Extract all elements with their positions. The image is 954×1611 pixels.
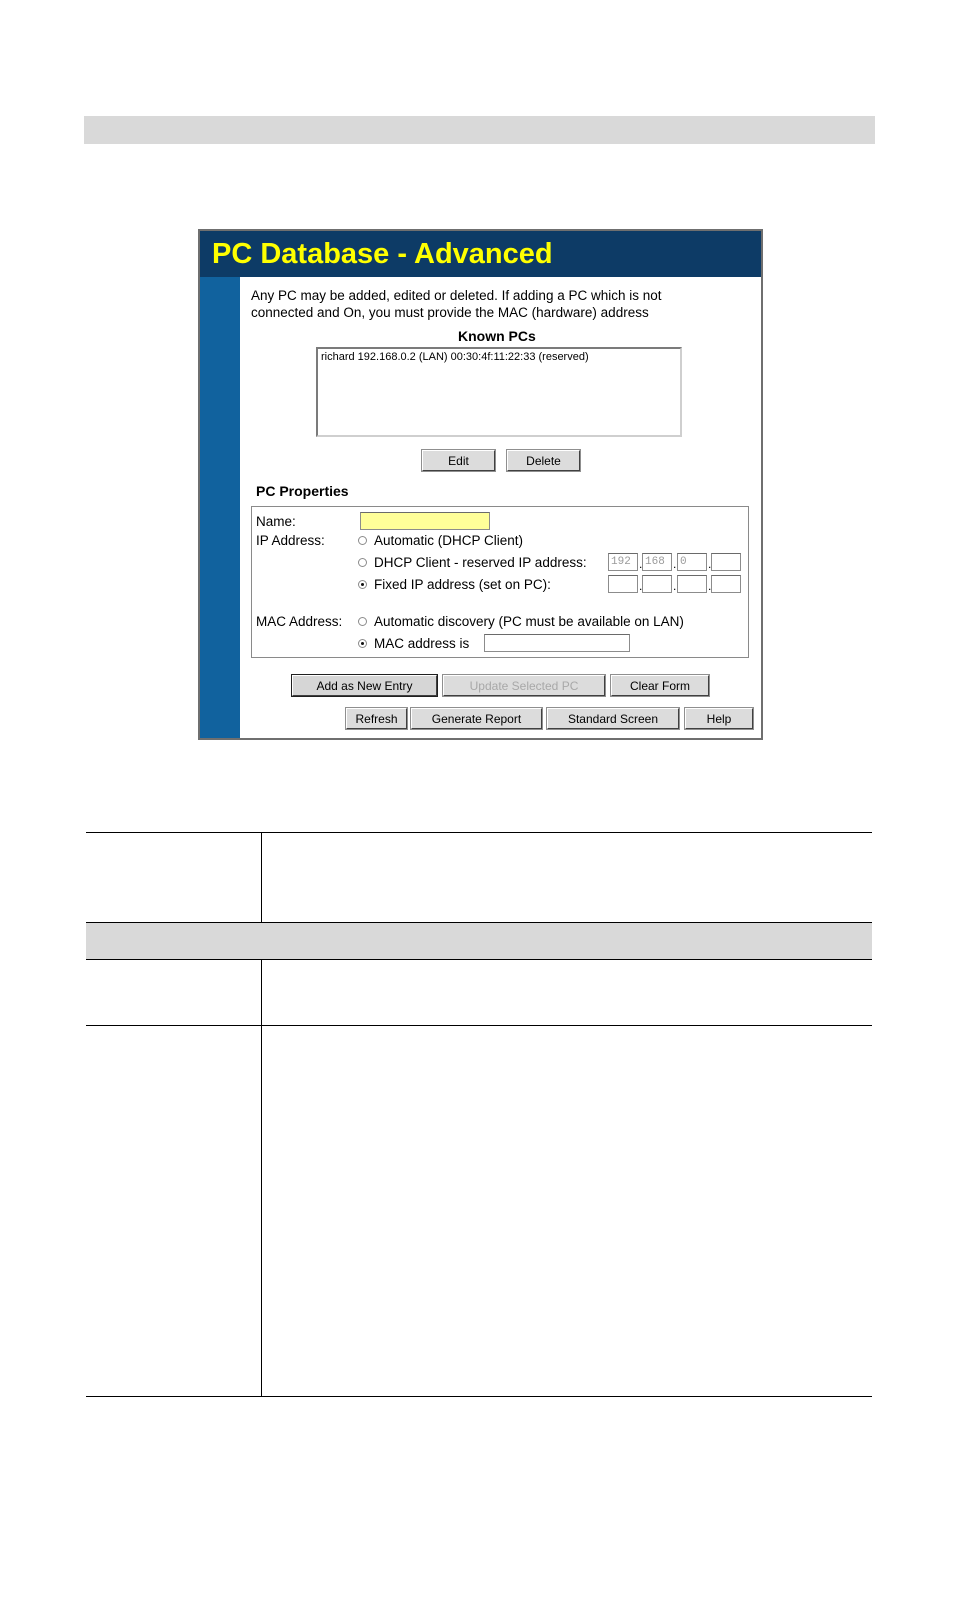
- fixed-ip-octet-3[interactable]: [677, 575, 707, 593]
- ip-automatic-label: Automatic (DHCP Client): [374, 533, 524, 548]
- octet-separator: .: [673, 579, 677, 593]
- fixed-ip-octet-2[interactable]: [642, 575, 672, 593]
- update-selected-pc-button[interactable]: Update Selected PC: [443, 675, 605, 696]
- mac-address-label: MAC Address:: [256, 614, 343, 629]
- ip-reserved-label: DHCP Client - reserved IP address:: [374, 555, 587, 570]
- clear-form-button[interactable]: Clear Form: [611, 675, 709, 696]
- ip-fixed-label: Fixed IP address (set on PC):: [374, 577, 551, 592]
- table-column-divider: [261, 832, 262, 923]
- delete-button[interactable]: Delete: [507, 450, 580, 471]
- octet-separator: .: [708, 579, 712, 593]
- reserved-ip-octet-3[interactable]: 0: [677, 553, 707, 571]
- octet-separator: .: [673, 557, 677, 571]
- octet-separator: .: [708, 557, 712, 571]
- edit-button[interactable]: Edit: [422, 450, 495, 471]
- mac-address-input[interactable]: [484, 634, 630, 652]
- name-input[interactable]: [360, 512, 490, 530]
- list-item[interactable]: richard 192.168.0.2 (LAN) 00:30:4f:11:22:33 (reserved): [321, 351, 589, 363]
- table-section-band: [86, 923, 872, 959]
- ip-automatic-radio[interactable]: [358, 536, 367, 545]
- table-rule: [86, 1396, 872, 1397]
- ip-reserved-radio[interactable]: [358, 558, 367, 567]
- known-pcs-heading: Known PCs: [458, 328, 536, 344]
- table-rule: [86, 959, 872, 960]
- ip-address-label: IP Address:: [256, 533, 325, 548]
- standard-screen-button[interactable]: Standard Screen: [547, 708, 679, 729]
- generate-report-button[interactable]: Generate Report: [411, 708, 542, 729]
- intro-text-line-2: connected and On, you must provide the MAC (hardware) address: [251, 305, 649, 320]
- help-button[interactable]: Help: [685, 708, 753, 729]
- octet-separator: .: [639, 557, 643, 571]
- name-label: Name:: [256, 514, 296, 529]
- fixed-ip-octet-1[interactable]: [608, 575, 638, 593]
- table-column-divider: [261, 959, 262, 1397]
- page-title: PC Database - Advanced: [212, 238, 553, 270]
- section-header-band: [84, 116, 875, 144]
- known-pcs-list[interactable]: [316, 347, 682, 437]
- reserved-ip-octet-2[interactable]: 168: [642, 553, 672, 571]
- fixed-ip-octet-4[interactable]: [711, 575, 741, 593]
- octet-separator: .: [639, 579, 643, 593]
- mac-manual-radio[interactable]: [358, 639, 367, 648]
- mac-auto-radio[interactable]: [358, 617, 367, 626]
- reserved-ip-octet-1[interactable]: 192: [608, 553, 638, 571]
- table-rule: [86, 1025, 872, 1026]
- sidebar-strip: [200, 277, 240, 738]
- panel-header: [200, 231, 761, 277]
- mac-manual-label: MAC address is: [374, 636, 470, 651]
- table-rule: [86, 832, 872, 833]
- ip-fixed-radio[interactable]: [358, 580, 367, 589]
- intro-text-line-1: Any PC may be added, edited or deleted. If adding a PC which is not: [251, 288, 662, 303]
- reserved-ip-octet-4[interactable]: [711, 553, 741, 571]
- refresh-button[interactable]: Refresh: [346, 708, 407, 729]
- add-new-entry-button[interactable]: Add as New Entry: [292, 675, 437, 696]
- pc-properties-heading: PC Properties: [256, 483, 349, 499]
- mac-auto-label: Automatic discovery (PC must be available on LAN): [374, 614, 684, 629]
- pc-database-advanced-panel: [198, 229, 763, 740]
